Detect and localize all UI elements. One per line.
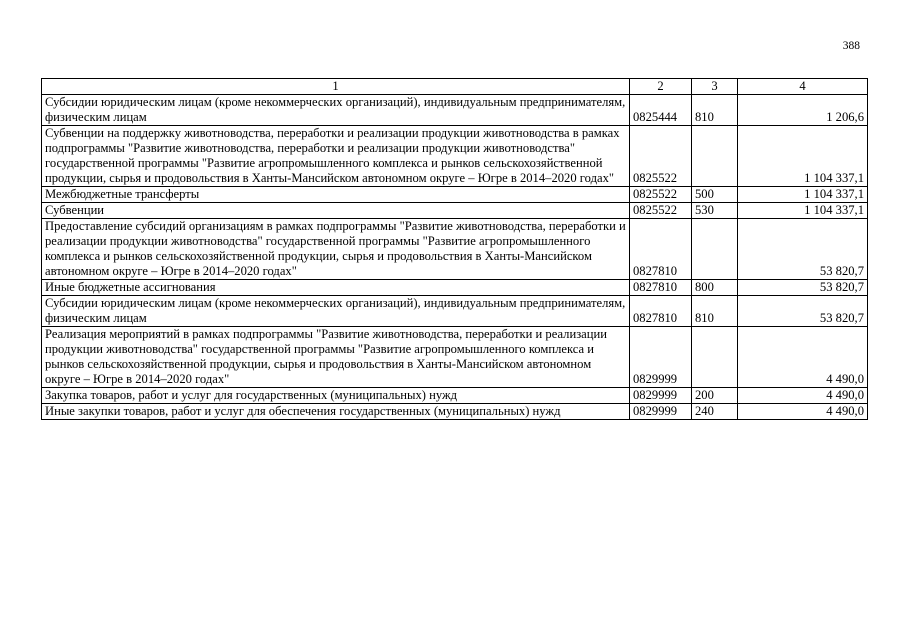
row-code-cell: 0829999 [630,388,692,404]
row-type-cell: 500 [692,187,738,203]
row-name-cell: Субсидии юридическим лицам (кроме некоммерческих организаций), индивидуальным предпринимателям, физическим лицам [42,95,630,126]
row-type-cell: 810 [692,95,738,126]
table-row [42,327,868,388]
table-row [42,219,868,280]
row-name-cell: Предоставление субсидий организациям в рамках подпрограммы "Развитие животноводства, переработки и реализации продукции животноводства" государственной программы "Развитие агропромышленного комплекса и рынков сельскохозяйственной продукции, сырья и продовольствия в Ханты-Мансийском автономном округе – Югре в 2014–2020 годах" [42,219,630,280]
header-cell-code: 2 [630,79,692,95]
table-header-row [42,79,868,95]
table-row [42,126,868,187]
row-sum-cell: 1 104 337,1 [738,126,868,187]
row-name-cell: Иные бюджетные ассигнования [42,280,630,296]
row-sum-cell: 53 820,7 [738,280,868,296]
table-row [42,203,868,219]
table-row [42,187,868,203]
row-type-cell: 200 [692,388,738,404]
row-code-cell: 0825522 [630,203,692,219]
row-sum-cell: 53 820,7 [738,296,868,327]
row-name-cell: Реализация мероприятий в рамках подпрограммы "Развитие животноводства, переработки и реализации продукции животноводства" государственной программы "Развитие агропромышленного комплекса и рынков сельскохозяйственной продукции, сырья и продовольствия в Ханты-Мансийском автономном округе – Югре в 2014–2020 годах" [42,327,630,388]
row-code-cell: 0825522 [630,126,692,187]
table-row [42,296,868,327]
table-row [42,280,868,296]
row-name-cell: Иные закупки товаров, работ и услуг для обеспечения государственных (муниципальных) нужд [42,404,630,420]
budget-table [41,78,868,420]
table-row [42,95,868,126]
row-name-cell: Закупка товаров, работ и услуг для государственных (муниципальных) нужд [42,388,630,404]
row-code-cell: 0829999 [630,327,692,388]
row-code-cell: 0827810 [630,296,692,327]
header-cell-name: 1 [42,79,630,95]
row-type-cell [692,219,738,280]
row-type-cell: 810 [692,296,738,327]
row-type-cell [692,126,738,187]
row-name-cell: Субвенции [42,203,630,219]
row-code-cell: 0827810 [630,280,692,296]
row-sum-cell: 1 206,6 [738,95,868,126]
row-name-cell: Субсидии юридическим лицам (кроме некоммерческих организаций), индивидуальным предпринимателям, физическим лицам [42,296,630,327]
row-code-cell: 0825444 [630,95,692,126]
row-sum-cell: 4 490,0 [738,388,868,404]
row-type-cell: 800 [692,280,738,296]
row-sum-cell: 53 820,7 [738,219,868,280]
row-sum-cell: 4 490,0 [738,327,868,388]
row-code-cell: 0829999 [630,404,692,420]
row-type-cell [692,327,738,388]
row-code-cell: 0827810 [630,219,692,280]
row-type-cell: 530 [692,203,738,219]
header-cell-type: 3 [692,79,738,95]
table-row [42,404,868,420]
row-code-cell: 0825522 [630,187,692,203]
table-row [42,388,868,404]
row-sum-cell: 1 104 337,1 [738,187,868,203]
row-sum-cell: 1 104 337,1 [738,203,868,219]
row-type-cell: 240 [692,404,738,420]
row-sum-cell: 4 490,0 [738,404,868,420]
row-name-cell: Межбюджетные трансферты [42,187,630,203]
row-name-cell: Субвенции на поддержку животноводства, переработки и реализации продукции животноводства в рамках подпрограммы "Развитие животноводства, переработки и реализации продукции животноводства" государственной программы "Развитие агропромышленного комплекса и рынков сельскохозяйственной продукции, сырья и продовольствия в Ханты-Мансийском автономном округе – Югре в 2014–2020 годах" [42,126,630,187]
page-number: 388 [842,40,860,52]
header-cell-sum: 4 [738,79,868,95]
